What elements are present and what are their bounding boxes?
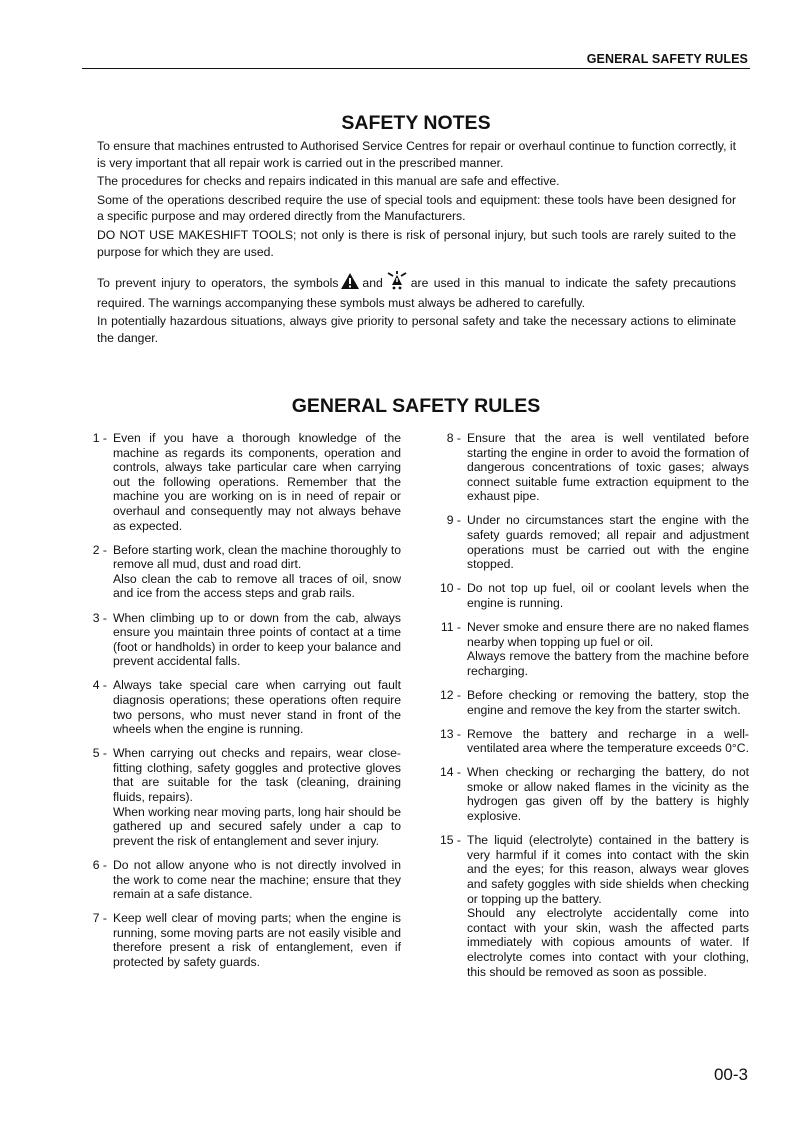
- rule-number: 4 -: [92, 678, 107, 693]
- rule-text: [467, 688, 749, 717]
- rule-item: [428, 833, 749, 979]
- rule-text: [113, 678, 401, 736]
- notes-paragraph: Some of the operations described require the use of special tools and equipment: these tools have been designed for a specific purpose and may ordered directly from the Manufacturers.: [97, 192, 736, 224]
- rule-line: The liquid (electrolyte) contained in the battery is very harmful if it comes into contact with the skin and the eyes; for this reason, always wear gloves and safety goggles with side shields when checking or topping up the battery.: [467, 833, 749, 906]
- rule-text: [113, 858, 401, 902]
- running-header: GENERAL SAFETY RULES: [586, 52, 748, 66]
- notes-paragraph: The procedures for checks and repairs indicated in this manual are safe and effective.: [97, 174, 560, 189]
- notes-paragraph: DO NOT USE MAKESHIFT TOOLS; not only is there is risk of personal injury, but such tools are rarely suited to the purpose for which they are used.: [97, 227, 736, 259]
- rule-number: 15 -: [439, 833, 461, 848]
- safety-notes-title: SAFETY NOTES: [341, 112, 491, 134]
- rule-item: [80, 611, 401, 669]
- rule-number: 9 -: [446, 513, 461, 528]
- rule-text: [113, 611, 401, 669]
- rule-text: [467, 765, 749, 823]
- rule-item: [80, 678, 401, 736]
- rule-text: [113, 746, 401, 848]
- rule-line: Should any electrolyte accidentally come into contact with your skin, wash the affected parts immediately with copious amounts of water. If electrolyte comes into contact with your clothing, this should be removed as soon as possible.: [467, 906, 749, 979]
- safety-notes-body: [97, 138, 736, 349]
- rule-line: When carrying out checks and repairs, wear close-fitting clothing, safety goggles and protective gloves that are suitable for the task (cleaning, draining fluids, repairs).: [113, 746, 401, 805]
- rule-item: [428, 765, 749, 823]
- rule-line: Do not allow anyone who is not directly involved in the work to come near the machine; ensure that they remain at a safe distance.: [113, 857, 401, 902]
- symbols-text-and: and: [362, 276, 383, 291]
- hazard-pictogram-icon: [385, 270, 409, 295]
- rule-number: 13 -: [439, 726, 461, 741]
- rule-item: [428, 431, 749, 504]
- rule-number: 12 -: [439, 687, 461, 702]
- rule-number: 8 -: [446, 431, 461, 445]
- symbols-text-before: To prevent injury to operators, the symbols: [97, 276, 339, 291]
- rule-line: Under no circumstances start the engine with the safety guards removed; all repair and adjustment operations must be carried out with the engine stopped.: [467, 513, 749, 572]
- rule-line: When checking or recharging the battery, do not smoke or allow naked flames in the vicinity as the hydrogen gas given off by the battery is highly explosive.: [467, 765, 749, 824]
- rule-line: When working near moving parts, long hair should be gathered up and secured safely under a cap to prevent the risk of entanglement and sever injury.: [113, 804, 401, 848]
- rule-item: [428, 581, 749, 610]
- rule-line: Always take special care when carrying out fault diagnosis operations; these operations often require two persons, who must never stand in front of the wheels when the engine is running.: [113, 678, 401, 737]
- rule-text: [467, 431, 749, 504]
- rule-line: Ensure that the area is well ventilated before starting the engine in order to avoid the formation of dangerous concentrations of toxic gases; always connect suitable fume extraction equipment to the exhaust pipe.: [467, 431, 749, 504]
- rule-line: Before checking or removing the battery, stop the engine and remove the key from the starter switch.: [467, 687, 749, 717]
- rule-line: When climbing up to or down from the cab, always ensure you maintain three points of contact at a time (foot or handholds) in order to keep your balance and prevent accidental falls.: [113, 610, 401, 669]
- rule-item: [428, 513, 749, 571]
- general-rules-title: GENERAL SAFETY RULES: [291, 395, 541, 417]
- rule-number: 5 -: [92, 746, 107, 761]
- header-rule: [82, 68, 750, 69]
- rule-number: 11 -: [440, 620, 461, 635]
- rule-text: [467, 833, 749, 979]
- rule-line: Before starting work, clean the machine thoroughly to remove all mud, dust and road dirt.: [113, 542, 401, 572]
- rule-number: 10 -: [439, 581, 461, 596]
- rule-number: 7 -: [92, 911, 107, 926]
- rule-item: [428, 727, 749, 756]
- rule-line: Even if you have a thorough knowledge of the machine as regards its components, operation and controls, always take particular care when carrying out the following operations. Remember that the machine you are working on is in need of repair or overhaul and consequently may not always behave as expected.: [113, 431, 401, 533]
- rule-item: [80, 746, 401, 848]
- rule-item: [80, 911, 401, 969]
- symbols-text-after: are used in this manual to indicate the safety precautions required. The warnings accompanying these symbols must always be adhered to carefully.: [97, 276, 736, 310]
- rule-line: Always remove the battery from the machine before recharging.: [467, 649, 749, 678]
- rule-text: [467, 727, 749, 756]
- symbols-paragraph: [97, 270, 736, 311]
- notes-paragraph: In potentially hazardous situations, always give priority to personal safety and take the necessary actions to eliminate the danger.: [97, 314, 736, 345]
- rule-text: [113, 543, 401, 601]
- rule-line: Remove the battery and recharge in a well-ventilated area where the temperature exceeds 0°C.: [467, 726, 749, 756]
- rule-line: Do not top up fuel, oil or coolant levels when the engine is running.: [467, 581, 749, 610]
- rule-number: 14 -: [439, 765, 461, 780]
- rule-text: [467, 513, 749, 571]
- rules-column-left: [80, 431, 401, 979]
- rule-item: [80, 543, 401, 601]
- warning-triangle-icon: [340, 272, 360, 295]
- rule-line: Keep well clear of moving parts; when the engine is running, some moving parts are not easily visible and therefore present a risk of entanglement, even if protected by safety guards.: [113, 911, 401, 969]
- rule-text: [113, 911, 401, 969]
- page-number: 00-3: [713, 1065, 748, 1084]
- rule-item: [428, 688, 749, 717]
- rule-item: [80, 431, 401, 533]
- rule-number: 1 -: [92, 431, 107, 445]
- rule-text: [113, 431, 401, 533]
- notes-paragraph: To ensure that machines entrusted to Authorised Service Centres for repair or overhaul continue to function correctly, it is very important that all repair work is carried out in the prescribed manner.: [97, 139, 736, 170]
- rules-column-right: [428, 431, 749, 989]
- rule-item: [80, 858, 401, 902]
- rule-number: 3 -: [92, 610, 107, 625]
- rule-line: Also clean the cab to remove all traces of oil, snow and ice from the access steps and grab rails.: [113, 571, 401, 601]
- rule-item: [428, 620, 749, 678]
- rule-text: [467, 620, 749, 678]
- rule-line: Never smoke and ensure there are no naked flames nearby when topping up fuel or oil.: [467, 620, 749, 649]
- rule-text: [467, 581, 749, 610]
- rule-number: 6 -: [92, 857, 107, 872]
- rule-number: 2 -: [92, 542, 107, 557]
